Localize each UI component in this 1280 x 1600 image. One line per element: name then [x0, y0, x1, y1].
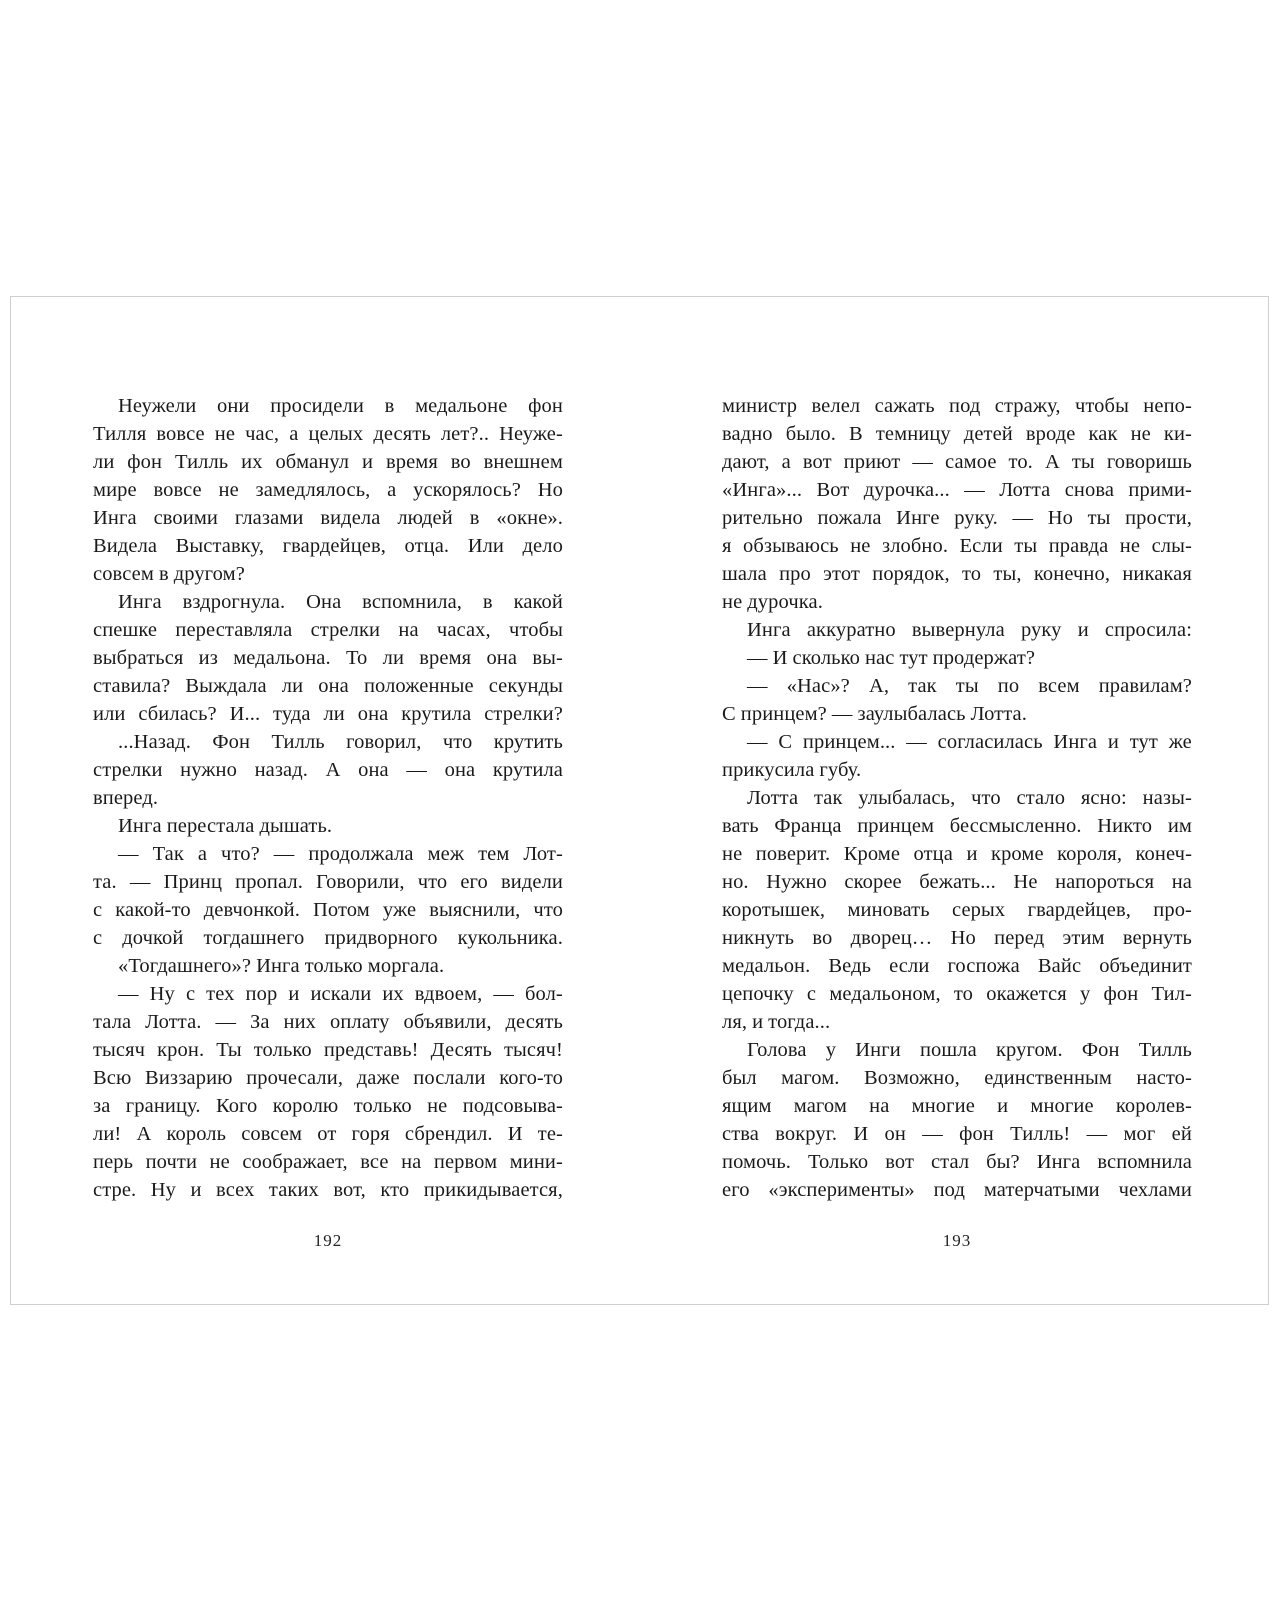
text-line: стрелки нужно назад. А она — она крутила	[93, 759, 563, 781]
text-line: Тилля вовсе не час, а целых десять лет?.. Неуже-	[93, 423, 563, 445]
text-line: цепочку с медальоном, то окажется у фон Тил-	[722, 983, 1192, 1005]
text-line: мире вовсе не замедлялось, а ускорялось? Но	[93, 479, 563, 501]
text-line: ставила? Выждала ли она положенные секунды	[93, 675, 563, 697]
text-line: медальон. Ведь если госпожа Вайс объединит	[722, 955, 1192, 977]
text-line: я обзываюсь не злобно. Если ты правда не слы-	[722, 535, 1192, 557]
right-page-number: 193	[942, 1231, 972, 1250]
text-line: или сбилась? И... туда ли она крутила стрелки?	[93, 703, 563, 725]
text-line: Неужели они просидели в медальоне фон	[118, 395, 563, 417]
text-line: «Тогдашнего»? Инга только моргала.	[118, 955, 445, 977]
text-line: министр велел сажать под стражу, чтобы непо-	[722, 395, 1192, 417]
text-line: та. — Принц пропал. Говорили, что его видели	[93, 871, 563, 893]
text-line: спешке переставляла стрелки на часах, чтобы	[93, 619, 563, 641]
text-line: «Инга»... Вот дурочка... — Лотта снова прими-	[722, 479, 1192, 501]
text-line: никнуть во дворец… Но перед этим вернуть	[722, 927, 1192, 949]
text-line: помочь. Только вот стал бы? Инга вспомнила	[722, 1151, 1192, 1173]
text-line: ли! А король совсем от горя сбрендил. И те-	[93, 1123, 563, 1145]
text-line: вать Франца принцем бессмысленно. Никто им	[722, 815, 1192, 837]
text-line: рительно пожала Инге руку. — Но ты прости,	[722, 507, 1192, 529]
text-line: Инга перестала дышать.	[118, 815, 333, 837]
text-line: — С принцем... — согласилась Инга и тут же	[747, 731, 1192, 753]
text-line: был магом. Возможно, единственным насто-	[722, 1067, 1192, 1089]
text-line: но. Нужно скорее бежать... Не напороться на	[722, 871, 1192, 893]
text-line: за границу. Кого королю только не подсовыва-	[93, 1095, 563, 1117]
text-line: не поверит. Кроме отца и кроме короля, конеч-	[722, 843, 1192, 865]
text-line: ля, и тогда...	[722, 1011, 831, 1033]
text-line: С принцем? — заулыбалась Лотта.	[722, 703, 1027, 725]
text-line: с какой-то девчонкой. Потом уже выяснили, что	[93, 899, 563, 921]
text-line: с дочкой тогдашнего придворного кукольника.	[93, 927, 563, 949]
text-line: выбраться из медальона. То ли время она вы-	[93, 647, 563, 669]
text-line: Инга своими глазами видела людей в «окне».	[93, 507, 563, 529]
text-line: вперед.	[93, 787, 159, 809]
text-line: дают, а вот приют — самое то. А ты говоришь	[722, 451, 1192, 473]
text-line: не дурочка.	[722, 591, 823, 613]
text-line: его «эксперименты» под матерчатыми чехлами	[722, 1179, 1192, 1201]
text-line: стре. Ну и всех таких вот, кто прикидывается,	[93, 1179, 563, 1201]
text-line: — Так а что? — продолжала меж тем Лот-	[118, 843, 563, 865]
left-page-number: 192	[313, 1231, 343, 1250]
text-line: прикусила губу.	[722, 759, 862, 781]
text-line: — Ну с тех пор и искали их вдвоем, — бол-	[118, 983, 563, 1005]
text-line: шала про этот порядок, то ты, конечно, никакая	[722, 563, 1192, 585]
text-line: перь почти не соображает, все на первом мини-	[93, 1151, 563, 1173]
text-line: вадно было. В темницу детей вроде как не ки-	[722, 423, 1192, 445]
text-line: Всю Виззарию прочесали, даже послали кого-то	[93, 1067, 563, 1089]
text-line: тысяч крон. Ты только представь! Десять тысяч!	[93, 1039, 563, 1061]
text-line: Инга вздрогнула. Она вспомнила, в какой	[118, 591, 563, 613]
text-line: Голова у Инги пошла кругом. Фон Тилль	[747, 1039, 1192, 1061]
text-line: ...Назад. Фон Тилль говорил, что крутить	[118, 731, 563, 753]
text-line: совсем в другом?	[93, 563, 245, 585]
text-line: Лотта так улыбалась, что стало ясно: назы-	[747, 787, 1192, 809]
text-line: ящим магом на многие и многие королев-	[722, 1095, 1192, 1117]
text-line: — «Нас»? А, так ты по всем правилам?	[747, 675, 1192, 697]
left-page-text	[93, 392, 563, 1204]
right-page-text	[722, 392, 1192, 1204]
text-line: коротышек, миновать серых гвардейцев, про-	[722, 899, 1192, 921]
text-line: — И сколько нас тут продержат?	[747, 647, 1036, 669]
text-line: тала Лотта. — За них оплату объявили, десять	[93, 1011, 563, 1033]
text-line: Инга аккуратно вывернула руку и спросила:	[747, 619, 1192, 641]
text-line: Видела Выставку, гвардейцев, отца. Или дело	[93, 535, 563, 557]
text-line: ли фон Тилль их обманул и время во внешнем	[93, 451, 563, 473]
text-line: ства вокруг. И он — фон Тилль! — мог ей	[722, 1123, 1192, 1145]
